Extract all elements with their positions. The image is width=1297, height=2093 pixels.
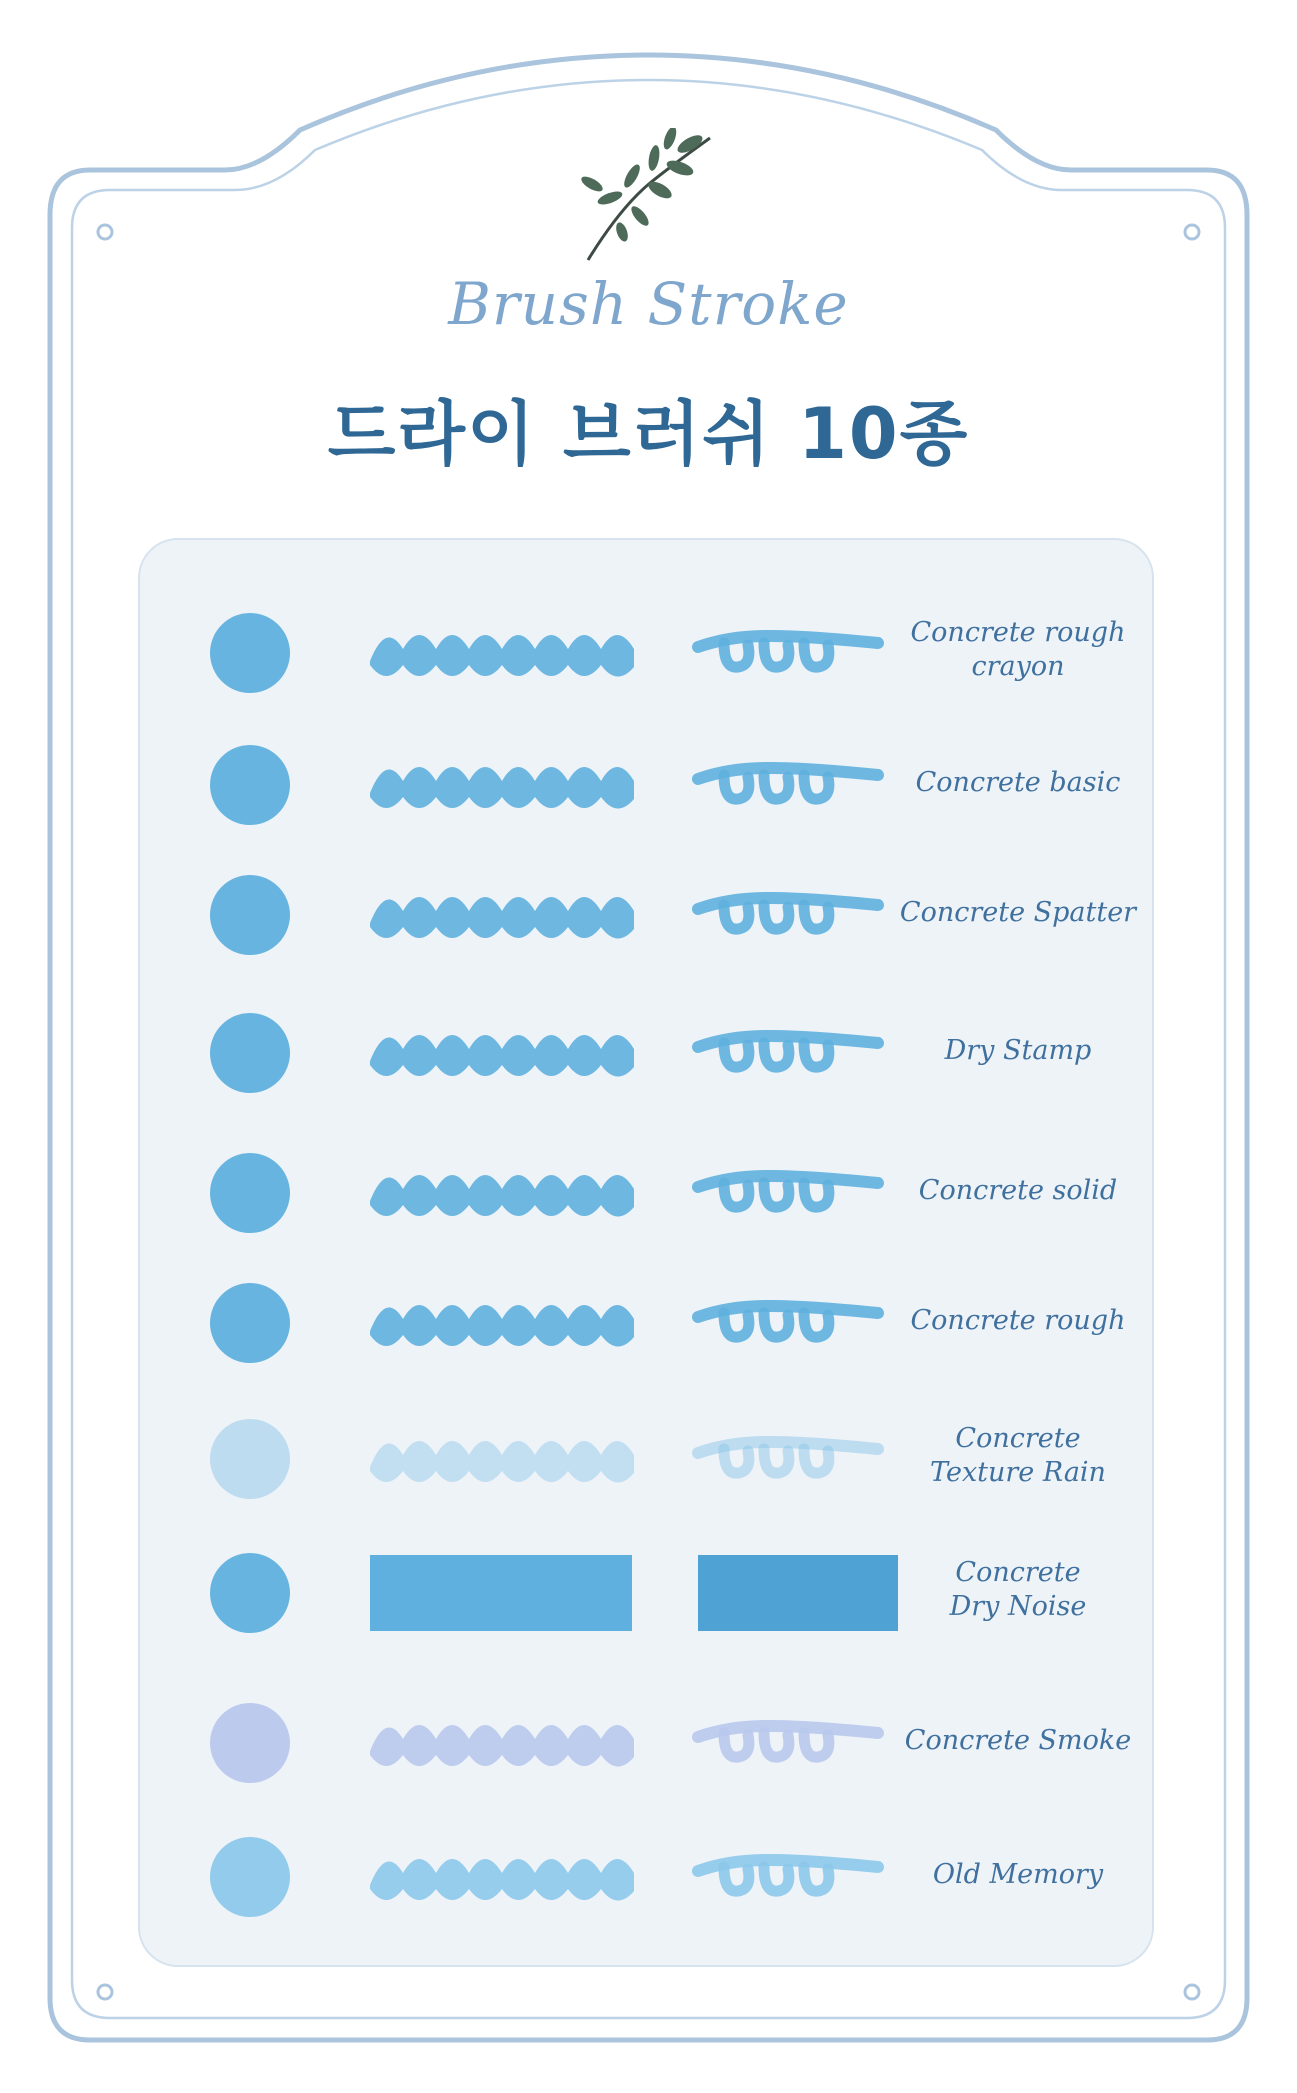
brush-dab [210, 613, 290, 693]
brush-stroke-wide [370, 1555, 632, 1631]
brush-stroke-loops [698, 636, 878, 667]
brush-dab [210, 1013, 290, 1093]
brush-name-label: Concrete Smoke [904, 1725, 1132, 1756]
brush-row [138, 730, 1150, 840]
brush-stroke-loops [698, 1555, 898, 1631]
brush-name-label: Old Memory [932, 1859, 1104, 1890]
brush-sample [138, 998, 898, 1108]
brush-sample [138, 860, 898, 970]
brush-stroke-loops [698, 768, 878, 799]
brush-name-label: Concrete solid [918, 1175, 1118, 1206]
brush-sample [138, 1688, 898, 1798]
brush-name-label: Concrete basic [915, 767, 1121, 798]
brush-stroke-wide [370, 1175, 634, 1217]
brush-stroke-wide [370, 1035, 634, 1077]
brush-stroke-loops [698, 1726, 878, 1757]
brush-row [138, 1822, 1150, 1932]
brush-stroke-wide [370, 1305, 634, 1347]
brush-stroke-wide [370, 1725, 634, 1767]
leaf-branch-icon [570, 128, 720, 268]
brush-stroke-wide [370, 897, 634, 939]
brush-row [138, 1538, 1150, 1648]
brush-name-label: Dry Stamp [944, 1035, 1092, 1066]
script-title: Brush Stroke [448, 270, 849, 338]
brush-row [138, 1404, 1150, 1514]
brush-name-label: Concrete Texture Rain [930, 1423, 1106, 1488]
brush-dab [210, 875, 290, 955]
brush-stroke-loops [698, 1036, 878, 1067]
page-title: 드라이 브러쉬 10종 [327, 393, 970, 475]
brush-dab [210, 1419, 290, 1499]
brush-name-label: Concrete rough [910, 1305, 1126, 1336]
brush-row [138, 598, 1150, 708]
brush-dab [210, 1837, 290, 1917]
brush-dab [210, 1553, 290, 1633]
brush-name-label: Concrete Spatter [899, 897, 1137, 928]
brush-name-label: Concrete rough crayon [910, 617, 1126, 682]
brush-row [138, 1138, 1150, 1248]
brush-sample [138, 1404, 898, 1514]
brush-stroke-loops [698, 1306, 878, 1337]
brush-dab [210, 1283, 290, 1363]
brush-name-label: Concrete Dry Noise [949, 1557, 1087, 1622]
brush-sample [138, 1138, 898, 1248]
brush-row [138, 1688, 1150, 1798]
brush-row [138, 1268, 1150, 1378]
brush-row [138, 998, 1150, 1108]
brush-sample [138, 598, 898, 708]
brush-dab [210, 1703, 290, 1783]
brush-row [138, 860, 1150, 970]
brush-stroke-wide [370, 1441, 634, 1483]
brush-sample [138, 1268, 898, 1378]
brush-stroke-loops [698, 1860, 878, 1891]
brush-dab [210, 745, 290, 825]
brush-stroke-wide [370, 635, 634, 677]
brush-dab [210, 1153, 290, 1233]
brush-list [138, 538, 1150, 1963]
brush-sample [138, 1822, 898, 1932]
brush-stroke-loops [698, 1442, 878, 1473]
brush-sample [138, 1538, 898, 1648]
brush-stroke-wide [370, 1859, 634, 1901]
brush-stroke-loops [698, 898, 878, 929]
brush-stroke-wide [370, 767, 634, 809]
brush-sample [138, 730, 898, 840]
brush-stroke-loops [698, 1176, 878, 1207]
